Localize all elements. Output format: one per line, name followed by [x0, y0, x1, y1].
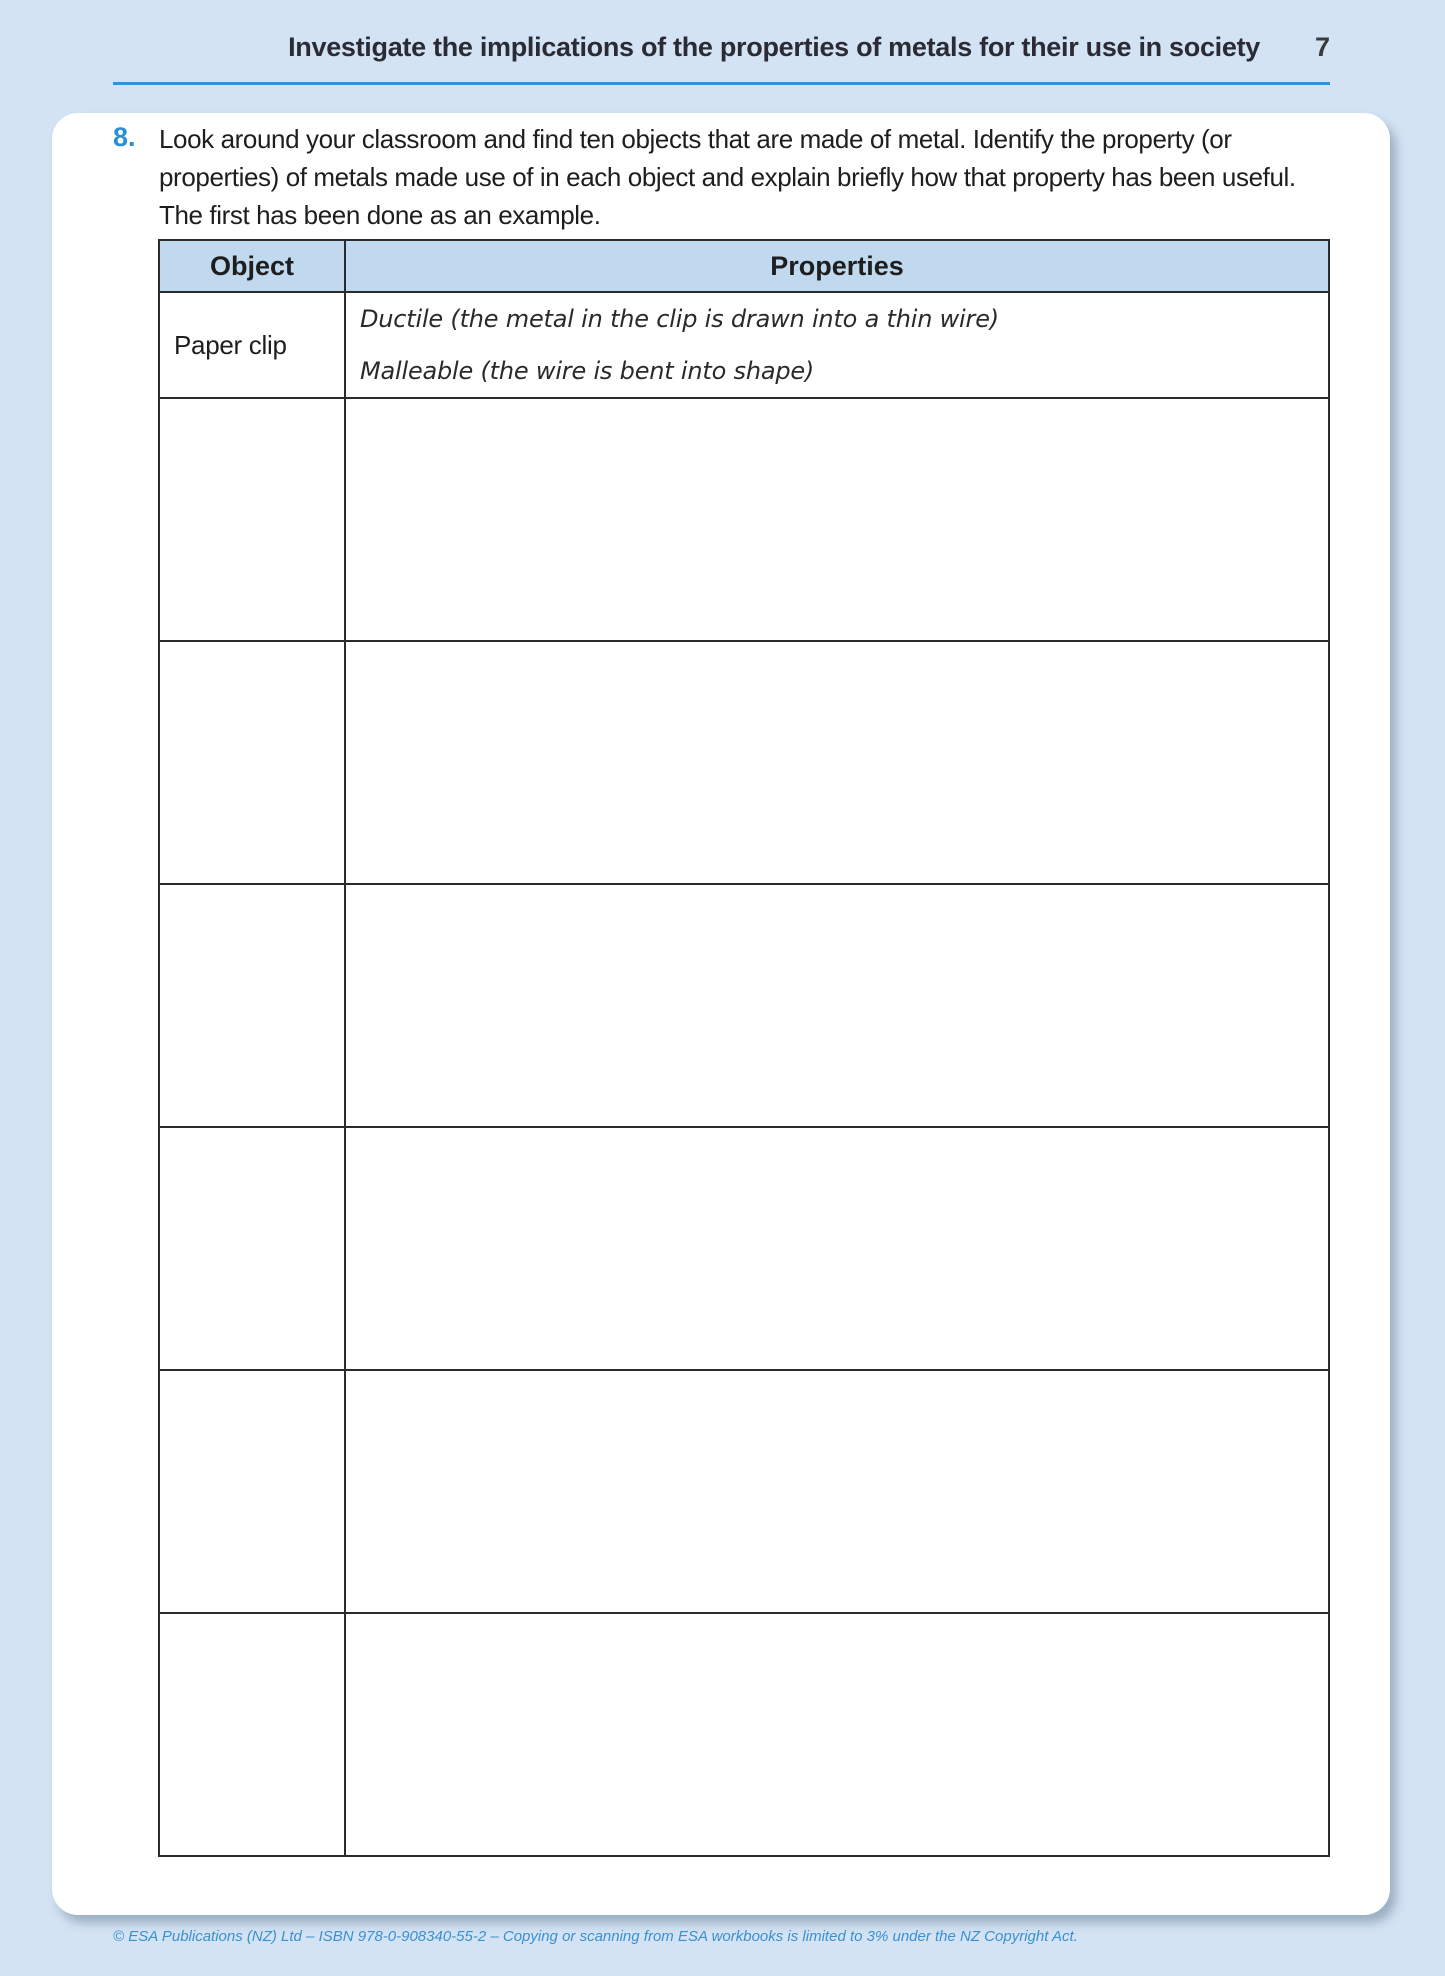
- object-answer-cell[interactable]: [159, 1370, 345, 1613]
- object-answer-cell[interactable]: [159, 641, 345, 884]
- example-property-2: Malleable (the wire is bent into shape): [360, 357, 815, 385]
- properties-answer-cell[interactable]: [345, 1370, 1329, 1613]
- example-property-1: Ductile (the metal in the clip is drawn into a thin wire): [360, 305, 999, 333]
- properties-table: [158, 239, 1330, 1857]
- table-row-example: [159, 292, 1329, 398]
- properties-answer-cell[interactable]: [345, 1127, 1329, 1370]
- properties-answer-cell[interactable]: [345, 884, 1329, 1127]
- properties-answer-cell[interactable]: [345, 641, 1329, 884]
- table-row: [159, 1613, 1329, 1856]
- question-number: 8.: [113, 122, 136, 152]
- example-properties-cell: [345, 292, 1329, 398]
- object-answer-cell[interactable]: [159, 398, 345, 641]
- page-number: 7: [1314, 32, 1330, 62]
- properties-answer-cell[interactable]: [345, 1613, 1329, 1856]
- table-header-row: [159, 240, 1329, 292]
- properties-answer-cell[interactable]: [345, 398, 1329, 641]
- question-text: Look around your classroom and find ten objects that are made of metal. Identify the property (or properties) of metals made use of in each object and explain briefly how that property has been useful. The first has been done as an example.: [159, 124, 1296, 230]
- example-object-cell: Paper clip: [159, 292, 345, 398]
- table-row: [159, 398, 1329, 641]
- page-header: [113, 28, 1330, 85]
- object-answer-cell[interactable]: [159, 1127, 345, 1370]
- page-title: Investigate the implications of the properties of metals for their use in society: [288, 32, 1260, 62]
- header-object: Object: [159, 240, 345, 292]
- header-properties: Properties: [345, 240, 1329, 292]
- table-row: [159, 641, 1329, 884]
- object-answer-cell[interactable]: [159, 884, 345, 1127]
- object-answer-cell[interactable]: [159, 1613, 345, 1856]
- table-row: [159, 1370, 1329, 1613]
- copyright-footer: © ESA Publications (NZ) Ltd – ISBN 978-0-908340-55-2 – Copying or scanning from ESA workbooks is limited to 3% under the NZ Copyright Act.: [113, 1928, 1078, 1945]
- table-row: [159, 1127, 1329, 1370]
- table-row: [159, 884, 1329, 1127]
